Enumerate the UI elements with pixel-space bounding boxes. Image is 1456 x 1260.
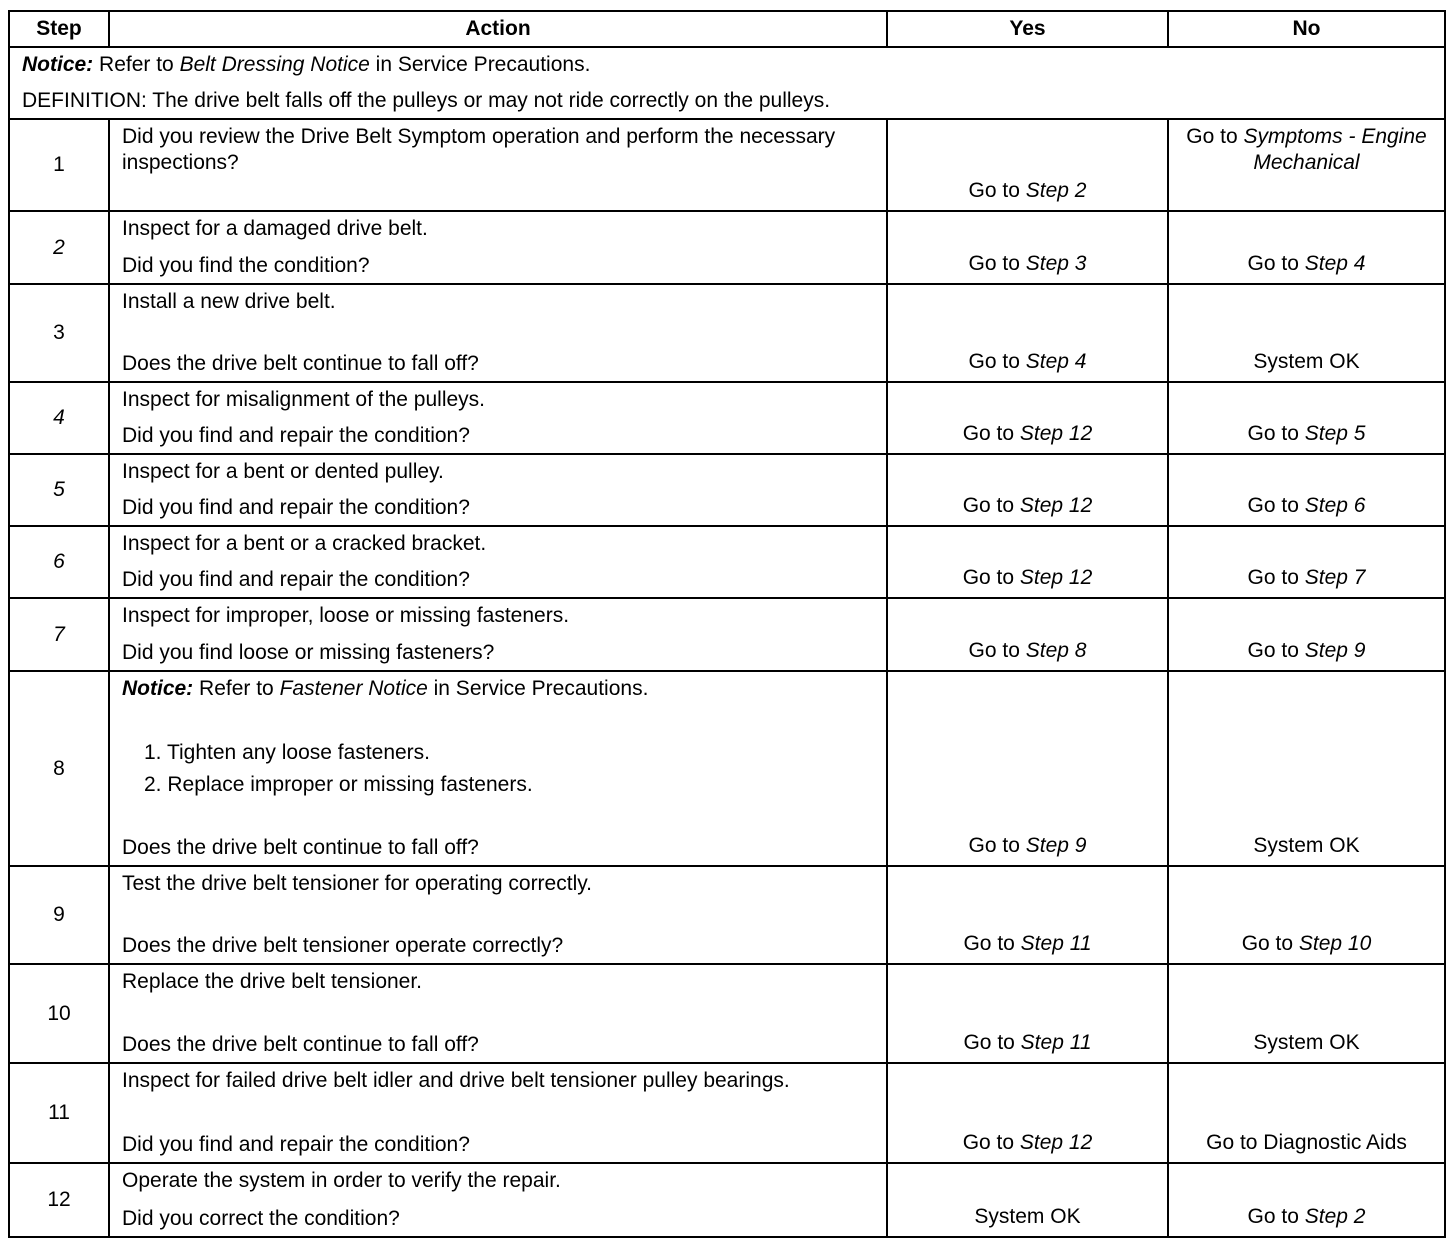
table-row: [9, 382, 1445, 454]
text-segment: Step 9: [1304, 639, 1366, 662]
text-segment: Step 12: [1019, 422, 1093, 445]
text-segment: Inspect for misalignment of the pulleys.: [122, 388, 486, 411]
text-segment: Step 4: [1304, 252, 1366, 275]
action-content: [122, 603, 874, 666]
yes-result: [887, 964, 1168, 1063]
header-yes: Yes: [887, 11, 1168, 47]
text-segment: Did you find and repair the condition?: [122, 1133, 470, 1156]
table-row: [9, 598, 1445, 671]
text-segment: Step 7: [1304, 566, 1366, 589]
yes-result: [887, 1063, 1168, 1163]
yes-result: [887, 866, 1168, 964]
text-segment: System OK: [1253, 834, 1360, 857]
action-line: [122, 676, 874, 702]
text-segment: Inspect for improper, loose or missing fasteners.: [122, 604, 570, 627]
notice-label: Notice:: [22, 53, 94, 76]
table-row: [9, 526, 1445, 598]
action-content: [122, 531, 874, 593]
text-segment: Go to: [962, 1131, 1020, 1154]
text-segment: Step 2: [1025, 179, 1087, 202]
table-row: [9, 284, 1445, 382]
action-line: [122, 253, 874, 279]
notice-line: [22, 52, 1432, 78]
text-segment: Step 11: [1020, 1031, 1092, 1054]
action-cell: [109, 598, 887, 671]
no-result: [1168, 866, 1445, 964]
action-line: [122, 351, 874, 377]
text-segment: Go to: [963, 1031, 1021, 1054]
text-segment: Inspect for failed drive belt idler and drive belt tensioner pulley bearings.: [122, 1069, 790, 1092]
text-segment: System OK: [1253, 350, 1360, 373]
text-segment: Does the drive belt tensioner operate correctly?: [122, 934, 564, 957]
text-segment: Does the drive belt continue to fall off?: [122, 1033, 479, 1056]
notice-cell: [9, 47, 1445, 119]
action-content: [122, 289, 874, 377]
text-segment: Step 5: [1304, 422, 1366, 445]
definition-line: DEFINITION: The drive belt falls off the pulleys or may not ride correctly on the pulleys.: [22, 89, 831, 112]
text-segment: Symptoms - Engine Mechanical: [1243, 125, 1427, 174]
action-line: [122, 289, 874, 315]
action-line: [122, 567, 874, 593]
action-content: [122, 871, 874, 959]
diagnostic-table: [8, 10, 1446, 1238]
no-result: [1168, 964, 1445, 1063]
yes-result: [887, 454, 1168, 526]
step-number: 4: [9, 382, 109, 454]
action-content: [122, 969, 874, 1058]
text-segment: Does the drive belt continue to fall off?: [122, 352, 479, 375]
text-segment: Go to: [1247, 422, 1305, 445]
text-segment: Go to: [968, 639, 1026, 662]
action-line: [122, 933, 874, 959]
action-line: [122, 495, 874, 521]
text-segment: System OK: [1253, 1031, 1360, 1054]
action-list: [122, 734, 874, 804]
action-content: [122, 1068, 874, 1158]
text-segment: Inspect for a bent or dented pulley.: [122, 460, 444, 483]
text-segment: Go to: [1241, 932, 1299, 955]
action-line: [122, 387, 874, 413]
action-line: [122, 423, 874, 449]
header-no: No: [1168, 11, 1445, 47]
yes-result: [887, 211, 1168, 284]
step-number: 5: [9, 454, 109, 526]
action-content: [122, 387, 874, 449]
text-segment: Go to: [968, 179, 1026, 202]
text-segment: Go to: [968, 834, 1026, 857]
text-segment: Replace the drive belt tensioner.: [122, 970, 423, 993]
step-number: 2: [9, 211, 109, 284]
action-line: [122, 1068, 874, 1094]
yes-result: [887, 671, 1168, 866]
text-segment: Step 10: [1298, 932, 1372, 955]
action-line: [122, 835, 874, 861]
no-result: [1168, 211, 1445, 284]
text-segment: Step 9: [1025, 834, 1087, 857]
yes-result: [887, 598, 1168, 671]
action-line: [122, 1168, 874, 1194]
action-line: [122, 603, 874, 629]
text-segment: Step 12: [1019, 1131, 1093, 1154]
text-segment: Did you find loose or missing fasteners?: [122, 641, 495, 664]
text-segment: in Service Precautions.: [427, 677, 649, 700]
action-cell: [109, 526, 887, 598]
step-number: 7: [9, 598, 109, 671]
text-segment: Step 11: [1020, 932, 1092, 955]
text-segment: Go to: [968, 252, 1026, 275]
action-list-item: 2. Replace improper or missing fasteners.: [144, 772, 533, 796]
action-cell: [109, 964, 887, 1063]
text-segment: Did you review the Drive Belt Symptom operation and perform the necessary inspections?: [122, 125, 836, 174]
step-number: 1: [9, 119, 109, 211]
text-segment: Go to: [1247, 252, 1305, 275]
action-content: [122, 676, 874, 861]
yes-result: [887, 526, 1168, 598]
header-row: [9, 11, 1445, 47]
no-result: [1168, 598, 1445, 671]
text-segment: Go to: [962, 422, 1020, 445]
yes-result: [887, 284, 1168, 382]
table-row: [9, 671, 1445, 866]
text-segment: Go to: [1186, 125, 1244, 148]
text-segment: Go to: [962, 566, 1020, 589]
action-line: [122, 124, 874, 176]
no-result: [1168, 526, 1445, 598]
text-segment: Step 2: [1304, 1205, 1366, 1228]
text-segment: Step 6: [1304, 494, 1366, 517]
text-segment: Go to: [968, 350, 1026, 373]
notice-reference: Belt Dressing Notice: [179, 53, 370, 76]
text-segment: Fastener Notice: [279, 677, 428, 700]
text-segment: Step 4: [1025, 350, 1087, 373]
text-segment: Go to: [963, 932, 1021, 955]
action-cell: [109, 211, 887, 284]
action-line: [122, 1132, 874, 1158]
text-segment: Go to: [1247, 566, 1305, 589]
text-segment: Refer to: [193, 677, 280, 700]
step-number: 3: [9, 284, 109, 382]
notice-text-end: in Service Precautions.: [369, 53, 591, 76]
yes-result: [887, 382, 1168, 454]
text-segment: Inspect for a bent or a cracked bracket.: [122, 532, 487, 555]
text-segment: Step 12: [1019, 566, 1093, 589]
text-segment: Step 8: [1025, 639, 1087, 662]
no-result: [1168, 454, 1445, 526]
text-segment: Go to Diagnostic Aids: [1206, 1131, 1407, 1154]
action-content: [122, 124, 874, 206]
no-result: [1168, 119, 1445, 211]
table-row: [9, 119, 1445, 211]
text-segment: Test the drive belt tensioner for operating correctly.: [122, 872, 593, 895]
action-line: [122, 871, 874, 897]
step-number: 9: [9, 866, 109, 964]
text-segment: Go to: [962, 494, 1020, 517]
yes-result: [887, 1163, 1168, 1237]
text-segment: Operate the system in order to verify the repair.: [122, 1169, 561, 1192]
text-segment: Inspect for a damaged drive belt.: [122, 217, 428, 240]
action-content: [122, 216, 874, 279]
action-line: [122, 640, 874, 666]
text-segment: Step 12: [1019, 494, 1093, 517]
table-row: [9, 866, 1445, 964]
table-row: [9, 454, 1445, 526]
text-segment: Did you correct the condition?: [122, 1207, 400, 1230]
action-cell: [109, 1163, 887, 1237]
text-segment: Did you find the condition?: [122, 254, 370, 277]
no-result: [1168, 382, 1445, 454]
no-result: [1168, 671, 1445, 866]
text-segment: System OK: [974, 1205, 1081, 1228]
notice-row: [9, 47, 1445, 119]
text-segment: Did you find and repair the condition?: [122, 496, 470, 519]
text-segment: Step 3: [1025, 252, 1087, 275]
no-result: [1168, 1063, 1445, 1163]
no-result: [1168, 1163, 1445, 1237]
text-segment: Go to: [1247, 1205, 1305, 1228]
text-segment: Did you find and repair the condition?: [122, 424, 470, 447]
step-number: 10: [9, 964, 109, 1063]
action-list-item: 1. Tighten any loose fasteners.: [144, 740, 431, 764]
action-line: [122, 216, 874, 242]
yes-result: [887, 119, 1168, 211]
action-content: [122, 459, 874, 521]
action-cell: [109, 1063, 887, 1163]
action-line: [122, 531, 874, 557]
action-cell: [109, 119, 887, 211]
text-segment: Go to: [1247, 639, 1305, 662]
text-segment: Did you find and repair the condition?: [122, 568, 470, 591]
action-cell: [109, 284, 887, 382]
action-line: [122, 459, 874, 485]
action-line: [122, 1032, 874, 1058]
table-row: [9, 964, 1445, 1063]
text-segment: Does the drive belt continue to fall off?: [122, 836, 479, 859]
no-result: [1168, 284, 1445, 382]
table-row: [9, 1163, 1445, 1237]
action-cell: [109, 454, 887, 526]
action-content: [122, 1168, 874, 1232]
notice-text: Refer to: [93, 53, 180, 76]
header-step: Step: [9, 11, 109, 47]
header-action: Action: [109, 11, 887, 47]
action-cell: [109, 866, 887, 964]
step-number: 11: [9, 1063, 109, 1163]
step-number: 6: [9, 526, 109, 598]
table-row: [9, 211, 1445, 284]
text-segment: Go to: [1247, 494, 1305, 517]
action-line: [122, 969, 874, 995]
text-segment: Install a new drive belt.: [122, 290, 336, 313]
action-line: [122, 1206, 874, 1232]
action-cell: [109, 382, 887, 454]
step-number: 12: [9, 1163, 109, 1237]
text-segment: Notice:: [122, 677, 194, 700]
action-cell: [109, 671, 887, 866]
table-row: [9, 1063, 1445, 1163]
step-number: 8: [9, 671, 109, 866]
